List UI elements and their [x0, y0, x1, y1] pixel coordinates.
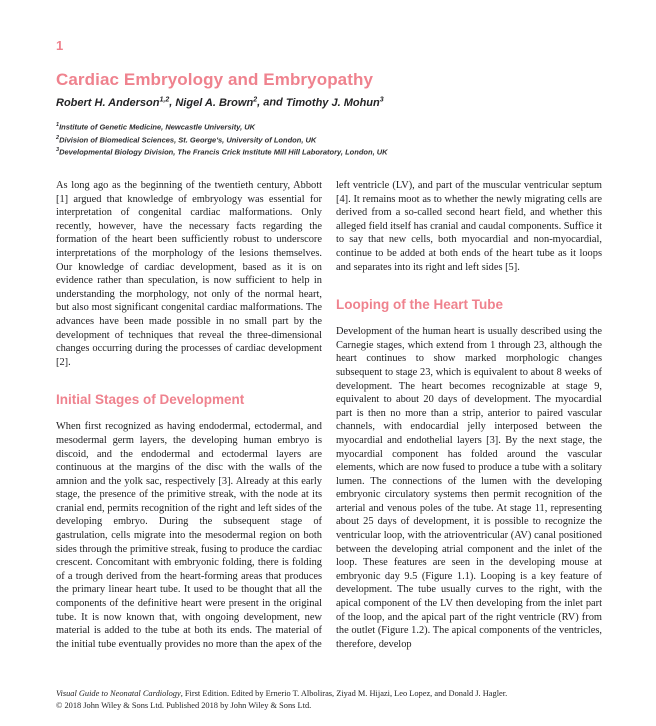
section-heading: Initial Stages of Development [56, 392, 245, 408]
affiliation: $^1$Institute of Genetic Medicine, Newcastle University, UK [56, 122, 256, 132]
author-line: Robert H. Anderson$^{1,2}$, Nigel A. Brown$^2$, and Timothy J. Mohun$^3$ [56, 96, 384, 109]
affiliation-list [56, 120, 388, 158]
footer-book-title: Visual Guide to Neonatal Cardiology [56, 689, 181, 698]
affiliation-number: 2 [56, 134, 60, 141]
author-name: Nigel A. Brown$^2$ [175, 96, 258, 109]
affiliation: $^2$Division of Biomedical Sciences, St. George's, University of London, UK [56, 134, 317, 144]
footer-copyright: © 2018 John Wiley & Sons Ltd. Published 2018 by John Wiley & Sons Ltd. [56, 700, 312, 710]
chapter-number: 1 [56, 38, 64, 53]
page-footer [56, 688, 608, 711]
body-paragraph: Development of the human heart is usually described using the Carnegie stages, which extend from 1 through 23, although the heart continues to show marked morphologic changes subsequent to stage 23, which is equivalent to about 8 weeks of development. The heart becomes recognizable at stage 9, equivalent to about 20 days of development. The myocardial part is then no more than a strip, anterior to paired vascular channels, with endocardial jelly interposed between the myocardial and endothelial layers [3]. By the next stage, the myocardial component has folded around the vascular elements, which are now fused to produce a tube with a solitary lumen. The connections of the lumen with the developing embryonic circulatory systems then permit recognition of the arterial and venous poles of the tube. At stage 11, representing about 25 days of development, it is possible to recognize the ventricular loop, with the atrioventricular (AV) canal positioned between the developing atrial component and the inlet of the loop. These features are seen in the developing mouse at embryonic day 9.5 (Figure 1.1). Looping is a key feature of development. The tube usually curves to the right, with the apical component of the LV then developing from the inlet part of the loop, and the apical part of the right ventricle (RV) from the outlet (Figure 1.2). The apical components of the ventricles, therefore, develop [336, 326, 602, 650]
body-paragraph: As long ago as the beginning of the twentieth century, Abbott [1] argued that knowledge of embryology was essential for interpretation of congenital cardiac malformations. Only recently, however, have the necessary facts regarding the formation of the heart been sufficiently robust to underscore interpretations of the morphology of the lesions themselves. Our knowledge of cardiac development, based as it is on evidence rather than speculation, is now sufficient to help in understanding the morphology, not only of the normal heart, but also most significant congenital cardiac malformations. The advances have been made possible in no small part by the development of techniques that reveal the three-dimensional changes occurring during the processes of cardiac development [2]. [56, 180, 322, 368]
author-affiliation-superscript: 1,2 [159, 96, 170, 103]
chapter-title: Cardiac Embryology and Embryopathy [56, 70, 374, 89]
body-paragraph: When first recognized as having endodermal, ectodermal, and mesodermal germ layers, the developing human embryo is discoid, and the endodermal and ectodermal layers are continuous at the margins of the disc with the walls of the amnion and the yolk sac, respectively [3]. Already at this early stage, the presence of the primitive streak, with the node at its cranial end, permits recognition of the right and left sides of the developing embryo. During the subsequent stage of gastrulation, cells migrate into the mesodermal region on both sides through the primitive streak, fusing to produce the cardiac crescent. Concomitant with embryonic folding, there is folding of a trough derived from the heart-forming areas that produces the primary linear heart tube. It used to be thought that all the components of the definitive heart were present in the original tube. It is now known that, with ongoing development, new material is added to the tube at both its ends. The material of the initial tube eventually provides no more than the apex of the [56, 421, 322, 650]
author-name: Timothy J. Mohun$^3$ [285, 96, 384, 109]
author-affiliation-superscript: 3 [379, 96, 384, 103]
footer-edition-line [56, 688, 608, 700]
section-heading: Looping of the Heart Tube [336, 297, 503, 313]
left-column [56, 179, 322, 685]
right-column [336, 179, 602, 685]
affiliation-number: 3 [56, 147, 60, 153]
affiliation: $^3$Developmental Biology Division, The Francis Crick Institute Mill Hill Laboratory, London, UK [56, 147, 388, 157]
author-name: Robert H. Anderson$^{1,2}$ [56, 96, 170, 109]
body-columns [56, 179, 602, 685]
author-affiliation-superscript: 2 [253, 96, 258, 103]
footer-edition-text: , First Edition. Edited by Ernerio T. Alboliras, Ziyad M. Hijazi, Leo Lopez, and Donald J. Hagler. [180, 689, 508, 698]
body-paragraph: left ventricle (LV), and part of the muscular ventricular septum [4]. It remains moot as to whether the newly migrating cells are derived from a so-called second heart field, and whether this alleged field itself has cranial and caudal components. Suffice it to say that new cells, both myocardial and non-myocardial, continue to be added at both ends of the heart tube as it loops and separates into its right and left sides [5]. [336, 180, 602, 273]
affiliation-number: 1 [56, 122, 60, 128]
